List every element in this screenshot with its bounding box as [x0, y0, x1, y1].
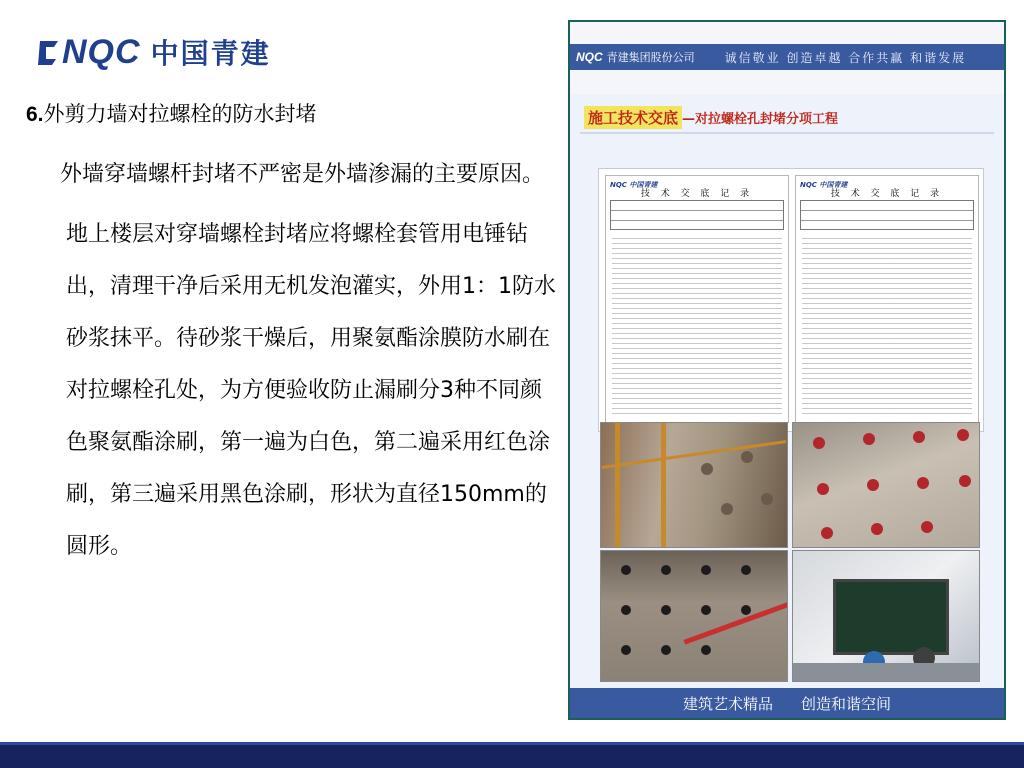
footer-slogan-left: 建筑艺术精品: [682, 694, 773, 713]
site-photo-4: [792, 550, 980, 682]
document-page: [795, 175, 979, 423]
poster-banner: [570, 44, 1004, 70]
heading-number: 6.: [26, 103, 44, 126]
poster-title: [584, 104, 994, 130]
doc-text-lines: [612, 234, 782, 414]
poster-motto: 诚信敬业 创造卓越 合作共赢 和谐发展: [724, 50, 967, 65]
logo-english: NQC: [62, 32, 141, 71]
poster-brand: NQC: [576, 50, 603, 64]
footer-slogan-right: 创造和谐空间: [801, 694, 892, 713]
site-photo-1: [600, 422, 788, 548]
doc-brand: NQC 中国青建: [610, 181, 658, 189]
heading-text: 外剪力墙对拉螺栓的防水封堵: [43, 102, 317, 126]
doc-title: 技 术 交 底 记 录: [640, 189, 754, 199]
divider: [580, 132, 994, 134]
company-logo: [36, 32, 271, 72]
site-photo-2: [792, 422, 980, 548]
document-page: [605, 175, 789, 423]
poster-footer: [570, 688, 1004, 718]
doc-brand: NQC 中国青建: [800, 181, 848, 189]
poster-company: 青建集团股份公司: [606, 51, 695, 64]
section-heading: [26, 98, 556, 131]
poster-title-highlight: 施工技术交底: [584, 106, 682, 129]
doc-title: 技 术 交 底 记 录: [830, 189, 944, 199]
paragraph-1: 外墙穿墙螺杆封堵不严密是外墙渗漏的主要原因。: [60, 162, 545, 187]
doc-text-lines: [802, 234, 972, 414]
doc-table: [610, 200, 784, 230]
logo-chinese: 中国青建: [150, 37, 271, 70]
document-scans: [598, 168, 984, 432]
paragraph-2: 地上楼层对穿墙螺栓封堵应将螺栓套管用电锤钻出，清理干净后采用无机发泡灌实，外用1：1防水砂浆抹平。待砂浆干燥后，用聚氨酯涂膜防水刷在对拉螺栓孔处，为方便验收防止漏刷分3种不同颜色聚氨酯涂刷，第一遍为白色，第二遍采用红色涂刷，第三遍采用黑色涂刷，形状为直径150mm的圆形。: [66, 222, 556, 559]
bottom-band: [0, 742, 1024, 768]
poster-title-rest: —对拉螺栓孔封堵分项工程: [682, 111, 839, 127]
poster-image: [568, 20, 1006, 720]
site-photo-3: [600, 550, 788, 682]
text-content: [26, 98, 556, 573]
logo-mark-icon: [36, 35, 62, 69]
doc-table: [800, 200, 974, 230]
